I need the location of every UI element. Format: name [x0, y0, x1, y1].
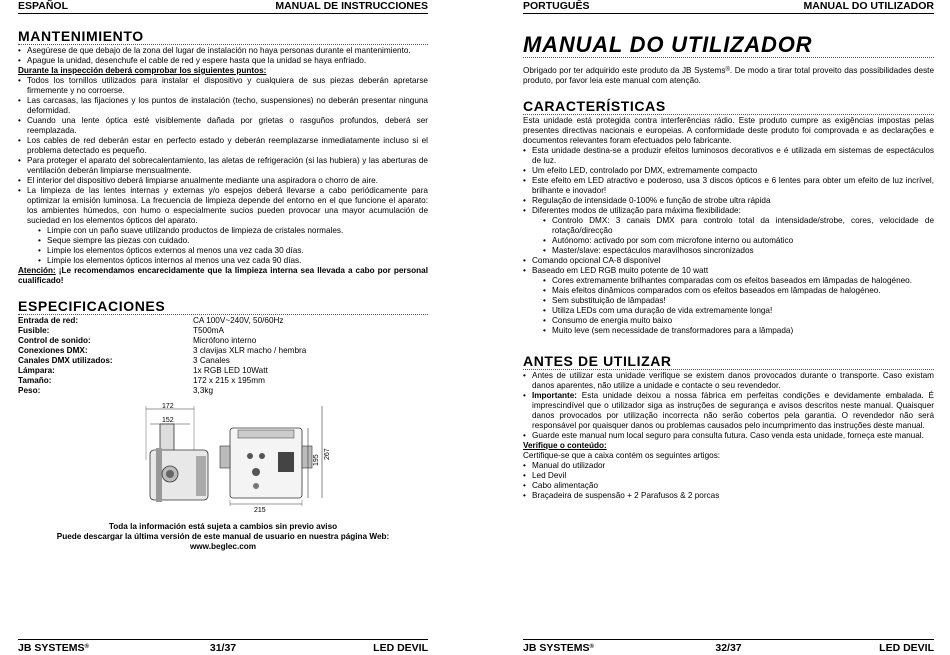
list-item: • Baseado em LED RGB muito potente de 10 watt	[523, 266, 934, 276]
page-title: MANUAL DO UTILIZADOR	[523, 33, 934, 58]
list-item: • Para proteger el aparato del sobrecalentamiento, las aletas de refrigeración (si las hubiera) y las aberturas de ventilación deberán limpiarse mensualmente.	[18, 156, 428, 176]
footer-brand: JB SYSTEMS®	[18, 642, 89, 654]
list-item: • Consumo de energia muito baixo	[543, 316, 934, 326]
list-item: • Led Devil	[523, 471, 934, 481]
list-item: • Este efeito em LED atractivo e poderoso, usa 3 discos ópticos e 6 lentes para obter um efeito de luz incrível, brilhante e inovador!	[523, 176, 934, 196]
spec-value: 3 clavijas XLR macho / hembra	[193, 346, 307, 355]
list-item: • La limpieza de las lentes internas y externas y/o espejos deberá llevarse a cabo periódicamente para optimizar la emisión luminosa. La frecuencia de limpieza depende del entorno en el que funcione el aparato: los ambientes húmedos, con humo o especialmente sucios pueden provocar una mayor acumulación de suciedad en los elementos ópticos del aparato.	[18, 186, 428, 226]
spec-key: Peso:	[18, 386, 41, 395]
list-item: • Cuando una lente óptica esté visiblemente dañada por grietas o rasguños profundos, deberá ser reemplazada.	[18, 116, 428, 136]
left-page	[18, 0, 428, 654]
list-item: • Mais efeitos dinâmicos comparados com os efeitos baseados em lâmpadas de halogéneo.	[543, 286, 934, 296]
list-item: • Cabo alimentação	[523, 481, 934, 491]
left-header	[18, 0, 428, 14]
features-section	[523, 98, 934, 336]
footer-model: LED DEVIL	[879, 642, 934, 654]
spec-table	[18, 316, 428, 396]
features-intro: Esta unidade está protegida contra interferências rádio. Este produto cumpre as exigências impostas pelas presentes directivas nacionais e europeias. A conformidade deste produto foi comprovada e as declarações e documentos relevantes foram efectuados pelo fabricante.	[523, 116, 934, 145]
spec-key: Control de sonido:	[18, 336, 91, 345]
spec-value: 172 x 215 x 195mm	[193, 376, 265, 385]
list-item: • Master/slave: espectáculos maravilhosos sincronizados	[543, 246, 934, 256]
list-item: • Sem substituição de lâmpadas!	[543, 296, 934, 306]
dim-152-label: 152	[162, 417, 174, 424]
notice-line-2: Puede descargar la última versión de este manual de usuario en nuestra página Web:	[56, 532, 390, 541]
dim-215-label: 215	[254, 507, 266, 514]
attention-note	[18, 266, 428, 286]
maintenance-section	[18, 28, 428, 286]
list-item: • Importante: Esta unidade deixou a nossa fábrica em perfeitas condições e devidamente embalada. É imprescindível que o utilizador siga as instruções de segurança e avisos descritos neste manual. Quaisquer danos provocados por utilização incorrecta não serão cobertos pela garantia. O revendedor não será responsável por quaisquer danos ou problemas causados pelo incumprimento das instruções deste manual.	[523, 391, 934, 431]
dim-267-label: 267	[324, 448, 331, 460]
features-list-2	[523, 256, 934, 276]
right-header	[523, 0, 934, 14]
spec-value: 3,3kg	[193, 386, 214, 395]
spec-value: T500mA	[193, 326, 224, 335]
list-item: • Limpie los elementos ópticos externos al menos una vez cada 30 días.	[38, 246, 428, 256]
list-item: • Limpie los elementos ópticos internos al menos una vez cada 90 días.	[38, 256, 428, 266]
features-heading: CARACTERÍSTICAS	[523, 98, 934, 115]
footer-page-number: 31/37	[209, 642, 237, 654]
before-use-section	[523, 353, 934, 501]
list-item: • Seque siempre las piezas con cuidado.	[38, 236, 428, 246]
left-footer	[18, 639, 428, 654]
right-footer	[523, 639, 934, 654]
footer-page-number: 32/37	[715, 642, 742, 654]
list-item: • Muito leve (sem necessidade de transformadores para a lâmpada)	[543, 326, 934, 336]
cleaning-list	[18, 226, 428, 266]
specifications-section	[18, 298, 428, 396]
inspection-list	[18, 76, 428, 226]
verify-title: Verifique o conteúdo:	[523, 441, 607, 450]
intro-section	[523, 33, 934, 86]
footer-brand: JB SYSTEMS®	[523, 642, 594, 654]
list-item: • Braçadeira de suspensão + 2 Parafusos & 2 porcas	[523, 491, 934, 501]
attention-text: ¡Le recomendamos encarecidamente que la limpieza interna sea llevada a cabo por personal cualificado!	[18, 266, 428, 285]
spec-key: Conexiones DMX:	[18, 346, 88, 355]
led-benefits-list	[523, 276, 934, 336]
right-page	[523, 0, 934, 654]
before-use-heading: ANTES DE UTILIZAR	[523, 353, 934, 370]
maintenance-heading: MANTENIMIENTO	[18, 28, 428, 45]
footer-model: LED DEVIL	[373, 642, 428, 654]
list-item: • Los cables de red deberán estar en perfecto estado y deberán reemplazarse inmediatamente incluso si el problema detectado es pequeño.	[18, 136, 428, 156]
features-list	[523, 146, 934, 216]
list-item: • Las carcasas, las fijaciones y los puntos de instalación (techo, suspensiones) no deberán presentar ninguna deformidad.	[18, 96, 428, 116]
dim-195-label: 195	[313, 454, 320, 466]
list-item: • Cores extremamente brilhantes comparadas com os efeitos baseados em lâmpadas de halogéneo.	[543, 276, 934, 286]
spec-value: CA 100V~240V, 50/60Hz	[193, 316, 284, 325]
list-item: • Guarde este manual num local seguro para consulta futura. Caso venda esta unidade, forneça este manual.	[523, 431, 934, 441]
modes-list	[523, 216, 934, 256]
spec-key: Canales DMX utilizados:	[18, 356, 113, 365]
left-header-language: ESPAÑOL	[18, 0, 68, 12]
list-item: • Todos los tornillos utilizados para instalar el dispositivo y cualquiera de sus piezas deberán apretarse firmemente y no corroerse.	[18, 76, 428, 96]
list-item: • Controlo DMX: 3 canais DMX para controlo total da intensidade/strobe, cores, velocidade de rotação/direcção	[543, 216, 934, 236]
website-link[interactable]: www.beglec.com	[189, 542, 257, 551]
spec-key: Lámpara:	[18, 366, 55, 375]
dim-172-label: 172	[162, 403, 174, 410]
spec-value: 1x RGB LED 10Watt	[193, 366, 268, 375]
right-header-language: PORTUGUÊS	[523, 0, 590, 12]
list-item: • El interior del dispositivo deberá limpiarse anualmente mediante una aspiradora o chorro de aire.	[18, 176, 428, 186]
list-item: • Apague la unidad, desenchufe el cable de red y espere hasta que la unidad se haya enfriado.	[18, 56, 428, 66]
right-header-title: MANUAL DO UTILIZADOR	[803, 0, 934, 12]
dimension-drawing	[128, 400, 331, 514]
notice-line-1: Toda la información está sujeta a cambios sin previo aviso	[108, 522, 338, 531]
list-item: • Comando opcional CA-8 disponível	[523, 256, 934, 266]
spec-key: Entrada de red:	[18, 316, 79, 325]
notice-block	[18, 522, 428, 552]
spec-value: Micrófono interno	[193, 336, 257, 345]
list-item: • Asegúrese de que debajo de la zona del lugar de instalación no haya personas durante el mantenimiento.	[18, 46, 428, 56]
list-item: • Um efeito LED, controlado por DMX, extremamente compacto	[523, 166, 934, 176]
list-item: • Manual do utilizador	[523, 461, 934, 471]
maintenance-list	[18, 46, 428, 66]
list-item: • Antes de utilizar esta unidade verifique se existem danos provocados durante o transporte. Caso existam danos aparentes, não utilize a unidade e contacte o seu revendedor.	[523, 371, 934, 391]
list-item: • Limpie con un paño suave utilizando productos de limpieza de cristales normales.	[38, 226, 428, 236]
list-item: • Diferentes modos de utilização para máxima flexibilidade:	[523, 206, 934, 216]
specifications-heading: ESPECIFICACIONES	[18, 298, 428, 315]
spec-key: Tamaño:	[18, 376, 52, 385]
list-item: • Utiliza LEDs com uma duração de vida extremamente longa!	[543, 306, 934, 316]
list-item: • Esta unidade destina-se a produzir efeitos luminosos decorativos e é utilizada em sistemas de espectáculos de luz.	[523, 146, 934, 166]
spec-key: Fusible:	[18, 326, 50, 335]
inspection-title: Durante la inspección deberá comprobar los siguientes puntos:	[18, 66, 267, 75]
intro-paragraph: Obrigado por ter adquirido este produto da JB Systems®. De modo a tirar total proveito das possibilidades deste produto, por favor leia este manual com atenção.	[523, 66, 934, 85]
verify-intro: Certifique-se que a caixa contém os seguintes artigos:	[523, 451, 721, 460]
attention-label: Atención:	[18, 266, 56, 275]
left-header-title: MANUAL DE INSTRUCCIONES	[275, 0, 428, 12]
spec-value: 3 Canales	[193, 356, 230, 365]
list-item: • Regulação de intensidade 0-100% e função de strobe ultra rápida	[523, 196, 934, 206]
before-use-list	[523, 371, 934, 441]
list-item: • Autónomo: activado por som com microfone interno ou automático	[543, 236, 934, 246]
verify-list	[523, 461, 934, 501]
